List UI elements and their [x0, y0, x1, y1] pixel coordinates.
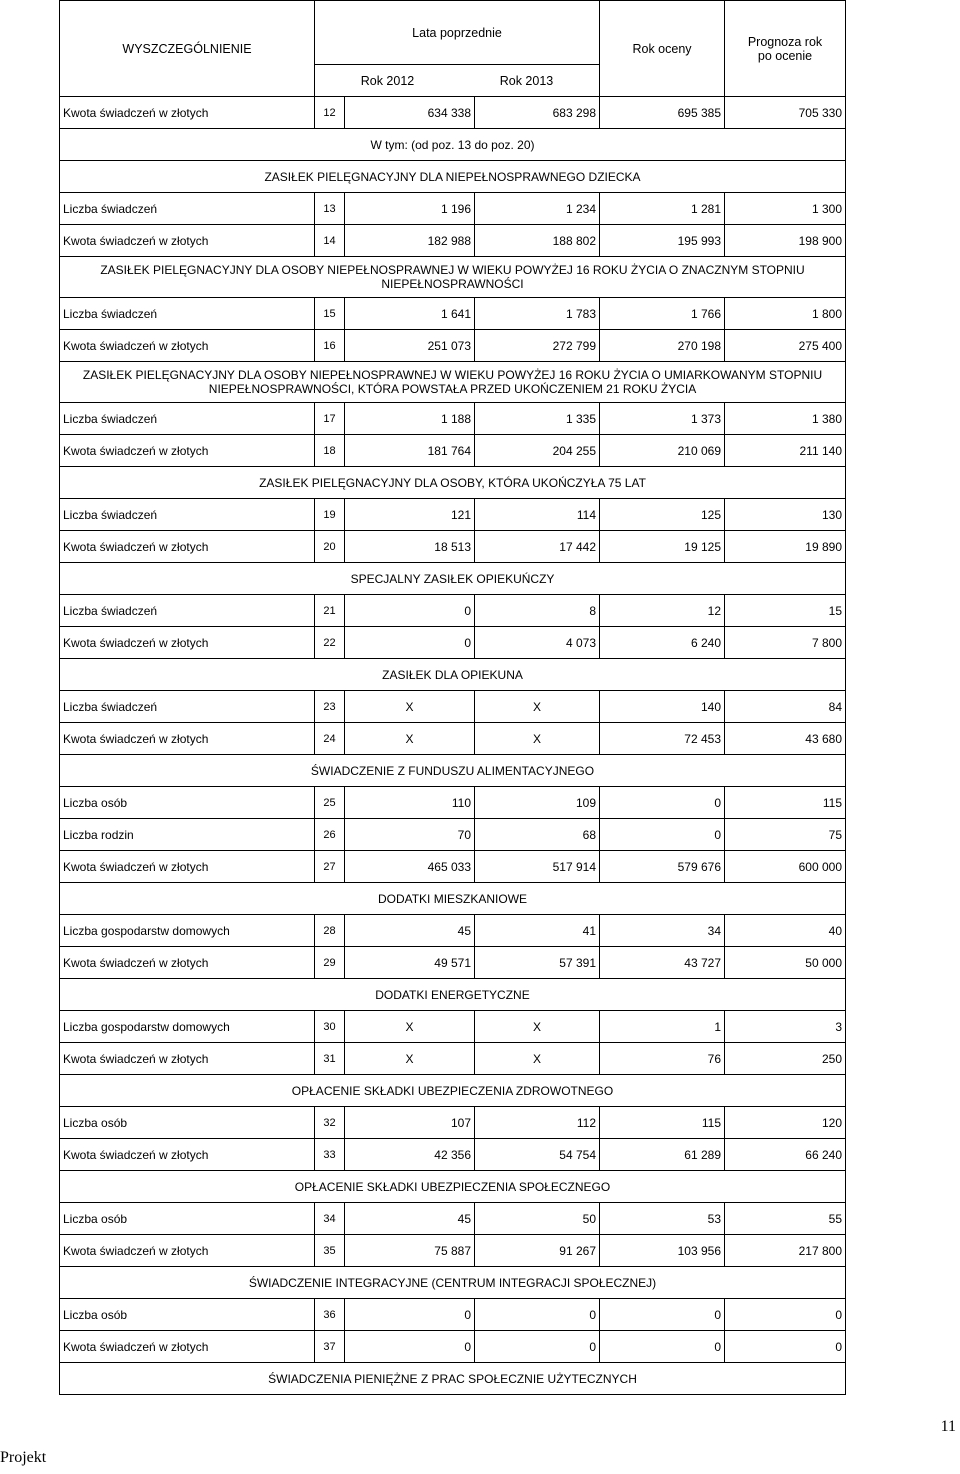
- row-position-number: 19: [315, 499, 345, 531]
- value-cell: 683 298: [475, 97, 600, 129]
- value-cell: 1 281: [600, 193, 725, 225]
- value-cell: 49 571: [345, 947, 475, 979]
- row-label: Liczba osób: [60, 1107, 315, 1139]
- value-cell: 188 802: [475, 225, 600, 257]
- value-cell: X: [475, 723, 600, 755]
- row-position-number: 28: [315, 915, 345, 947]
- section-row: [60, 979, 846, 1011]
- table-row: [60, 723, 846, 755]
- value-cell: 250: [725, 1043, 846, 1075]
- value-cell: 195 993: [600, 225, 725, 257]
- value-cell: 57 391: [475, 947, 600, 979]
- value-cell: 1 335: [475, 403, 600, 435]
- value-cell: 204 255: [475, 435, 600, 467]
- header-year-2012: Rok 2012: [360, 73, 415, 88]
- row-label: Liczba świadczeń: [60, 691, 315, 723]
- table-row: [60, 1139, 846, 1171]
- table-row: [60, 595, 846, 627]
- row-label: Liczba gospodarstw domowych: [60, 915, 315, 947]
- row-position-number: 24: [315, 723, 345, 755]
- table-row: [60, 403, 846, 435]
- value-cell: X: [475, 1043, 600, 1075]
- value-cell: 695 385: [600, 97, 725, 129]
- row-position-number: 33: [315, 1139, 345, 1171]
- row-position-number: 12: [315, 97, 345, 129]
- table-row: [60, 691, 846, 723]
- table-row: [60, 787, 846, 819]
- row-label: Kwota świadczeń w złotych: [60, 435, 315, 467]
- section-row: [60, 129, 846, 161]
- table-row: [60, 225, 846, 257]
- row-position-number: 23: [315, 691, 345, 723]
- row-position-number: 34: [315, 1203, 345, 1235]
- value-cell: 0: [475, 1299, 600, 1331]
- section-row: [60, 883, 846, 915]
- value-cell: 0: [600, 1299, 725, 1331]
- value-cell: 109: [475, 787, 600, 819]
- value-cell: 103 956: [600, 1235, 725, 1267]
- row-position-number: 25: [315, 787, 345, 819]
- table-row: [60, 97, 846, 129]
- row-position-number: 32: [315, 1107, 345, 1139]
- row-label: Kwota świadczeń w złotych: [60, 1235, 315, 1267]
- value-cell: 75 887: [345, 1235, 475, 1267]
- row-label: Kwota świadczeń w złotych: [60, 1043, 315, 1075]
- header-rating-year: Rok oceny: [600, 1, 725, 97]
- value-cell: 19 890: [725, 531, 846, 563]
- section-title: DODATKI MIESZKANIOWE: [60, 883, 846, 915]
- header-years: [315, 65, 600, 97]
- value-cell: 1 380: [725, 403, 846, 435]
- row-position-number: 13: [315, 193, 345, 225]
- value-cell: 210 069: [600, 435, 725, 467]
- row-position-number: 20: [315, 531, 345, 563]
- row-label: Kwota świadczeń w złotych: [60, 947, 315, 979]
- value-cell: 50: [475, 1203, 600, 1235]
- row-label: Liczba gospodarstw domowych: [60, 1011, 315, 1043]
- row-label: Kwota świadczeń w złotych: [60, 1331, 315, 1363]
- row-position-number: 35: [315, 1235, 345, 1267]
- value-cell: 34: [600, 915, 725, 947]
- value-cell: 114: [475, 499, 600, 531]
- section-title: OPŁACENIE SKŁADKI UBEZPIECZENIA SPOŁECZNEGO: [60, 1171, 846, 1203]
- row-position-number: 22: [315, 627, 345, 659]
- value-cell: X: [345, 1011, 475, 1043]
- value-cell: 19 125: [600, 531, 725, 563]
- row-position-number: 14: [315, 225, 345, 257]
- row-label: Kwota świadczeń w złotych: [60, 330, 315, 362]
- footer-label: Projekt: [0, 1449, 47, 1466]
- value-cell: 45: [345, 915, 475, 947]
- value-cell: 1 373: [600, 403, 725, 435]
- table-row: [60, 1107, 846, 1139]
- section-title: ZASIŁEK PIELĘGNACYJNY DLA NIEPEŁNOSPRAWNEGO DZIECKA: [60, 161, 846, 193]
- table-row: [60, 1331, 846, 1363]
- value-cell: 115: [600, 1107, 725, 1139]
- section-title: ŚWIADCZENIE INTEGRACYJNE (CENTRUM INTEGRACJI SPOŁECZNEJ): [60, 1267, 846, 1299]
- value-cell: 76: [600, 1043, 725, 1075]
- table-row: [60, 499, 846, 531]
- header-wyszczegolnienie: WYSZCZEGÓLNIENIE: [60, 1, 315, 97]
- value-cell: 7 800: [725, 627, 846, 659]
- value-cell: 0: [345, 1299, 475, 1331]
- section-title: OPŁACENIE SKŁADKI UBEZPIECZENIA ZDROWOTNEGO: [60, 1075, 846, 1107]
- value-cell: 40: [725, 915, 846, 947]
- section-title: ŚWIADCZENIE Z FUNDUSZU ALIMENTACYJNEGO: [60, 755, 846, 787]
- section-title: SPECJALNY ZASIŁEK OPIEKUŃCZY: [60, 563, 846, 595]
- value-cell: 130: [725, 499, 846, 531]
- value-cell: X: [475, 691, 600, 723]
- value-cell: 61 289: [600, 1139, 725, 1171]
- value-cell: 4 073: [475, 627, 600, 659]
- row-label: Liczba świadczeń: [60, 595, 315, 627]
- value-cell: 0: [345, 627, 475, 659]
- value-cell: X: [475, 1011, 600, 1043]
- value-cell: 1 234: [475, 193, 600, 225]
- value-cell: 3: [725, 1011, 846, 1043]
- value-cell: 270 198: [600, 330, 725, 362]
- value-cell: 182 988: [345, 225, 475, 257]
- row-position-number: 30: [315, 1011, 345, 1043]
- value-cell: 211 140: [725, 435, 846, 467]
- table-row: [60, 531, 846, 563]
- row-position-number: 17: [315, 403, 345, 435]
- value-cell: 68: [475, 819, 600, 851]
- row-label: Liczba świadczeń: [60, 403, 315, 435]
- row-label: Liczba świadczeń: [60, 298, 315, 330]
- section-row: [60, 161, 846, 193]
- section-row: [60, 1267, 846, 1299]
- page-number: 11: [940, 1418, 956, 1435]
- row-position-number: 21: [315, 595, 345, 627]
- value-cell: 1 766: [600, 298, 725, 330]
- value-cell: 45: [345, 1203, 475, 1235]
- section-title: ZASIŁEK PIELĘGNACYJNY DLA OSOBY, KTÓRA UKOŃCZYŁA 75 LAT: [60, 467, 846, 499]
- value-cell: 0: [725, 1331, 846, 1363]
- header-prev-years: Lata poprzednie: [315, 1, 600, 65]
- table-body: [60, 97, 846, 1395]
- value-cell: 55: [725, 1203, 846, 1235]
- table-row: [60, 1299, 846, 1331]
- value-cell: 1 641: [345, 298, 475, 330]
- value-cell: 42 356: [345, 1139, 475, 1171]
- value-cell: 115: [725, 787, 846, 819]
- section-row: [60, 659, 846, 691]
- value-cell: 600 000: [725, 851, 846, 883]
- value-cell: 6 240: [600, 627, 725, 659]
- value-cell: X: [345, 1043, 475, 1075]
- value-cell: 181 764: [345, 435, 475, 467]
- row-position-number: 36: [315, 1299, 345, 1331]
- row-label: Kwota świadczeń w złotych: [60, 225, 315, 257]
- section-row: [60, 1075, 846, 1107]
- value-cell: 121: [345, 499, 475, 531]
- row-label: Liczba osób: [60, 787, 315, 819]
- value-cell: 72 453: [600, 723, 725, 755]
- value-cell: 217 800: [725, 1235, 846, 1267]
- value-cell: 140: [600, 691, 725, 723]
- value-cell: 41: [475, 915, 600, 947]
- row-label: Kwota świadczeń w złotych: [60, 97, 315, 129]
- table-row: [60, 851, 846, 883]
- section-title: ZASIŁEK PIELĘGNACYJNY DLA OSOBY NIEPEŁNOSPRAWNEJ W WIEKU POWYŻEJ 16 ROKU ŻYCIA O ZNACZNYM STOPNIU NIEPEŁNOSPRAWNOŚCI: [60, 257, 846, 298]
- value-cell: 53: [600, 1203, 725, 1235]
- value-cell: 112: [475, 1107, 600, 1139]
- value-cell: 1 188: [345, 403, 475, 435]
- value-cell: 43 680: [725, 723, 846, 755]
- value-cell: X: [345, 723, 475, 755]
- table-row: [60, 947, 846, 979]
- row-position-number: 16: [315, 330, 345, 362]
- value-cell: 517 914: [475, 851, 600, 883]
- value-cell: 107: [345, 1107, 475, 1139]
- value-cell: 54 754: [475, 1139, 600, 1171]
- row-label: Liczba świadczeń: [60, 499, 315, 531]
- table-row: [60, 1043, 846, 1075]
- value-cell: 17 442: [475, 531, 600, 563]
- section-title: DODATKI ENERGETYCZNE: [60, 979, 846, 1011]
- value-cell: 465 033: [345, 851, 475, 883]
- value-cell: 66 240: [725, 1139, 846, 1171]
- header-year-2013: Rok 2013: [499, 73, 554, 88]
- value-cell: 272 799: [475, 330, 600, 362]
- value-cell: 125: [600, 499, 725, 531]
- value-cell: 198 900: [725, 225, 846, 257]
- row-label: Kwota świadczeń w złotych: [60, 851, 315, 883]
- value-cell: 0: [725, 1299, 846, 1331]
- value-cell: 110: [345, 787, 475, 819]
- section-title: ŚWIADCZENIA PIENIĘŻNE Z PRAC SPOŁECZNIE UŻYTECZNYCH: [60, 1363, 846, 1395]
- table-row: [60, 1011, 846, 1043]
- value-cell: 12: [600, 595, 725, 627]
- table-row: [60, 1235, 846, 1267]
- table-row: [60, 627, 846, 659]
- row-label: Liczba osób: [60, 1299, 315, 1331]
- row-label: Kwota świadczeń w złotych: [60, 627, 315, 659]
- value-cell: 275 400: [725, 330, 846, 362]
- value-cell: 0: [475, 1331, 600, 1363]
- row-position-number: 31: [315, 1043, 345, 1075]
- row-label: Liczba osób: [60, 1203, 315, 1235]
- value-cell: 1 800: [725, 298, 846, 330]
- value-cell: 0: [345, 1331, 475, 1363]
- value-cell: 0: [600, 819, 725, 851]
- value-cell: 1 196: [345, 193, 475, 225]
- value-cell: X: [345, 691, 475, 723]
- row-position-number: 29: [315, 947, 345, 979]
- row-label: Liczba rodzin: [60, 819, 315, 851]
- value-cell: 43 727: [600, 947, 725, 979]
- value-cell: 1: [600, 1011, 725, 1043]
- header-forecast: Prognoza rok po ocenie: [725, 1, 846, 97]
- section-row: [60, 1363, 846, 1395]
- value-cell: 50 000: [725, 947, 846, 979]
- value-cell: 1 783: [475, 298, 600, 330]
- table-row: [60, 819, 846, 851]
- row-position-number: 26: [315, 819, 345, 851]
- value-cell: 15: [725, 595, 846, 627]
- section-row: [60, 755, 846, 787]
- value-cell: 70: [345, 819, 475, 851]
- section-row: [60, 362, 846, 403]
- table-row: [60, 330, 846, 362]
- value-cell: 634 338: [345, 97, 475, 129]
- value-cell: 579 676: [600, 851, 725, 883]
- value-cell: 0: [600, 1331, 725, 1363]
- row-label: Liczba świadczeń: [60, 193, 315, 225]
- section-title: ZASIŁEK DLA OPIEKUNA: [60, 659, 846, 691]
- table-row: [60, 1203, 846, 1235]
- value-cell: 1 300: [725, 193, 846, 225]
- value-cell: 84: [725, 691, 846, 723]
- row-position-number: 27: [315, 851, 345, 883]
- table-row: [60, 193, 846, 225]
- value-cell: 705 330: [725, 97, 846, 129]
- row-position-number: 15: [315, 298, 345, 330]
- row-label: Kwota świadczeń w złotych: [60, 531, 315, 563]
- row-position-number: 18: [315, 435, 345, 467]
- section-row: [60, 257, 846, 298]
- value-cell: 120: [725, 1107, 846, 1139]
- value-cell: 0: [600, 787, 725, 819]
- value-cell: 91 267: [475, 1235, 600, 1267]
- value-cell: 251 073: [345, 330, 475, 362]
- row-position-number: 37: [315, 1331, 345, 1363]
- section-row: [60, 1171, 846, 1203]
- table-row: [60, 915, 846, 947]
- value-cell: 75: [725, 819, 846, 851]
- section-row: [60, 563, 846, 595]
- value-cell: 8: [475, 595, 600, 627]
- section-title: ZASIŁEK PIELĘGNACYJNY DLA OSOBY NIEPEŁNOSPRAWNEJ W WIEKU POWYŻEJ 16 ROKU ŻYCIA O UMIARKOWANYM STOPNIU NIEPEŁNOSPRAWNOŚCI, KTÓRA POWSTAŁA PRZED UKOŃCZENIEM 21 ROKU ŻYCIA: [60, 362, 846, 403]
- value-cell: 0: [345, 595, 475, 627]
- row-label: Kwota świadczeń w złotych: [60, 723, 315, 755]
- table-row: [60, 435, 846, 467]
- section-title: W tym: (od poz. 13 do poz. 20): [60, 129, 846, 161]
- benefits-table: [59, 0, 846, 1395]
- value-cell: 18 513: [345, 531, 475, 563]
- section-row: [60, 467, 846, 499]
- row-label: Kwota świadczeń w złotych: [60, 1139, 315, 1171]
- table-row: [60, 298, 846, 330]
